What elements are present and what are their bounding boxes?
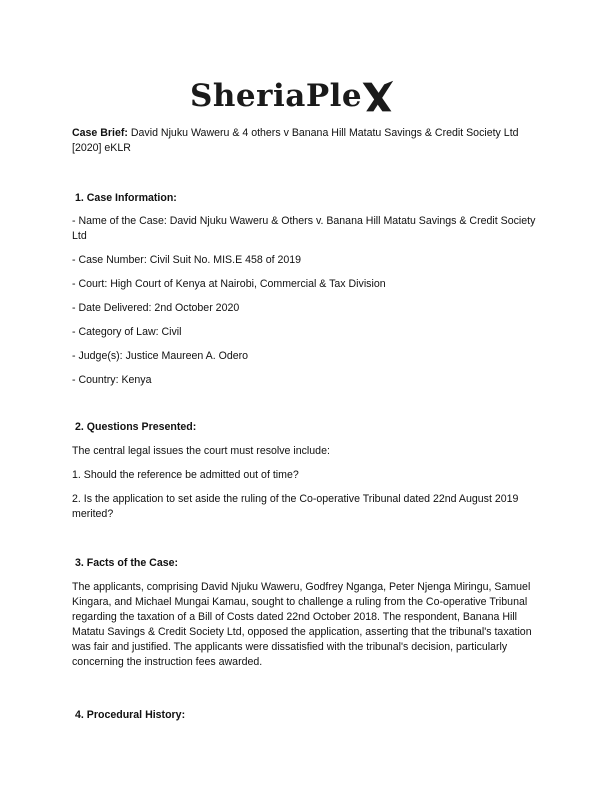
case-brief-text: David Njuku Waweru & 4 others v Banana Hill Matatu Savings & Credit Society Ltd [2020] eKLR xyxy=(72,127,519,154)
list-item: - Case Number: Civil Suit No. MIS.E 458 of 2019 xyxy=(72,254,302,266)
section-heading-questions-presented: 2. Questions Presented: xyxy=(75,421,197,433)
list-item: - Date Delivered: 2nd October 2020 xyxy=(72,302,240,314)
section-heading-facts: 3. Facts of the Case: xyxy=(75,557,179,569)
list-item: - Category of Law: Civil xyxy=(72,326,182,338)
questions-intro: The central legal issues the court must resolve include: xyxy=(72,445,330,457)
list-item: - Country: Kenya xyxy=(72,374,152,386)
case-brief xyxy=(72,126,544,156)
section-heading-case-information: 1. Case Information: xyxy=(75,192,177,204)
facts-paragraph: The applicants, comprising David Njuku Waweru, Godfrey Nganga, Peter Njenga Miringu, Samuel Kingara, and Michael Mungai Kamau, sought to challenge a ruling from the Co-operative Tribunal regarding the taxation of a Bill of Costs dated 22nd October 2018. The respondent, Banana Hill Matatu Savings & Credit Society Ltd, opposed the application, asserting that the tribunal's taxation was fair and justified. The applicants were dissatisfied with the tribunal's decision, particularly concerning the instruction fees awarded. xyxy=(72,581,532,668)
sheriaplex-logo xyxy=(190,74,395,118)
list-item: - Judge(s): Justice Maureen A. Odero xyxy=(72,350,249,362)
list-item: - Court: High Court of Kenya at Nairobi, Commercial & Tax Division xyxy=(72,278,386,290)
list-item: - Name of the Case: David Njuku Waweru & Others v. Banana Hill Matatu Savings & Credit Society Ltd xyxy=(72,215,536,242)
list-item: 2. Is the application to set aside the ruling of the Co-operative Tribunal dated 22nd August 2019 merited? xyxy=(72,493,519,520)
list-item: 1. Should the reference be admitted out of time? xyxy=(72,469,299,481)
case-brief-label: Case Brief: xyxy=(72,127,128,139)
logo-text: SheriaPle xyxy=(190,77,363,114)
x-logo-icon xyxy=(359,79,395,115)
section-heading-procedural-history: 4. Procedural History: xyxy=(75,709,186,721)
